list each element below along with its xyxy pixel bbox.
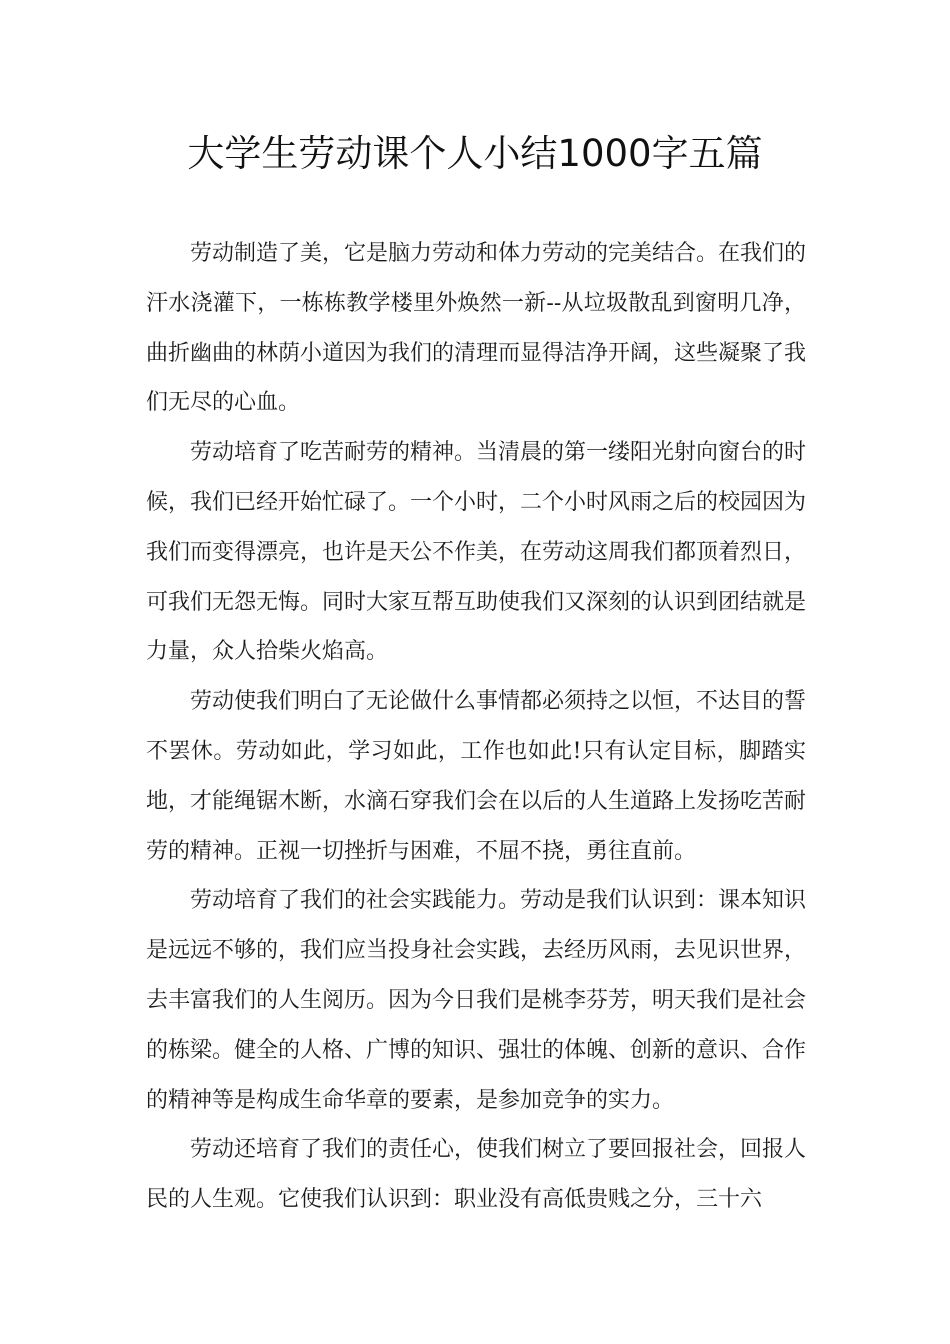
paragraph-3: 劳动使我们明白了无论做什么事情都必须持之以恒，不达目的誓不罢休。劳动如此，学习如此，工作也如此!只有认定目标，脚踏实地，才能绳锯木断，水滴石穿我们会在以后的人生道路上发扬吃苦耐劳的精神。正视一切挫折与困难，不屈不挠，勇往直前。 — [146, 689, 807, 864]
paragraph-5: 劳动还培育了我们的责任心，使我们树立了要回报社会，回报人民的人生观。它使我们认识到：职业没有高低贵贱之分，三十六 — [146, 1137, 807, 1213]
document-title: 大学生劳动课个人小结1000字五篇 — [187, 132, 763, 175]
paragraph-1: 劳动制造了美，它是脑力劳动和体力劳动的完美结合。在我们的汗水浇灌下，一栋栋教学楼里外焕然一新--从垃圾散乱到窗明几净，曲折幽曲的林荫小道因为我们的清理而显得洁净开阔，这些凝聚了我们无尽的心血。 — [146, 241, 807, 416]
paragraph-2: 劳动培育了吃苦耐劳的精神。当清晨的第一缕阳光射向窗台的时候，我们已经开始忙碌了。一个小时，二个小时风雨之后的校园因为我们而变得漂亮，也许是天公不作美，在劳动这周我们都顶着烈日，可我们无怨无悔。同时大家互帮互助使我们又深刻的认识到团结就是力量，众人拾柴火焰高。 — [146, 440, 807, 665]
paragraph-4: 劳动培育了我们的社会实践能力。劳动是我们认识到：课本知识是远远不够的，我们应当投身社会实践，去经历风雨，去见识世界，去丰富我们的人生阅历。因为今日我们是桃李芬芳，明天我们是社会的栋梁。健全的人格、广博的知识、强壮的体魄、创新的意识、合作的精神等是构成生命华章的要素，是参加竞争的实力。 — [146, 888, 807, 1113]
document-body — [146, 229, 806, 1225]
